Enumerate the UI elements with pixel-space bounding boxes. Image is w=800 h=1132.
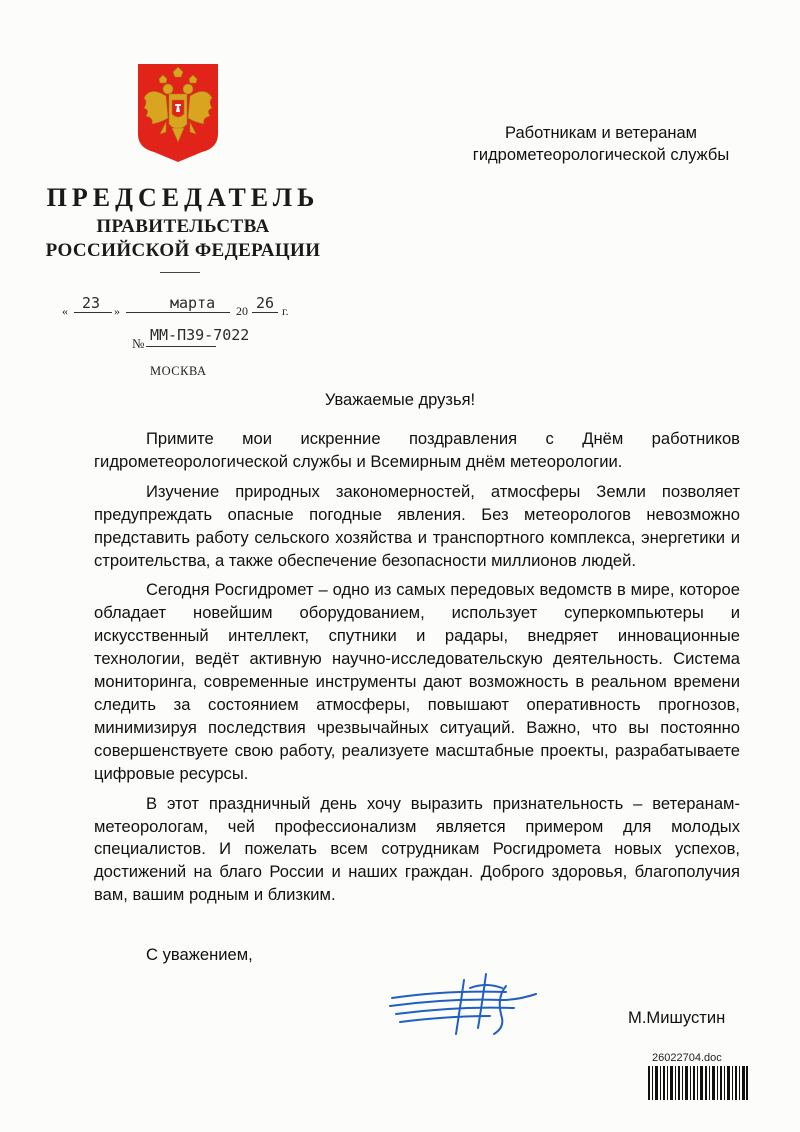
date-year-mark: г. [282,304,289,318]
letterhead-divider [160,272,200,273]
signature-icon [386,968,538,1040]
date-year-prefix: 20 [236,304,248,318]
date-close-quote: » [114,304,120,318]
paragraph-4: В этот праздничный день хочу выразить признательность – ветеранам-метеорологам, чей профессионализм является примером для молодых специалистов. И пожелать всем сотрудникам Росгидромета новых успехов, достижений на благо России и наших граждан. Доброго здоровья, благополучия вам, вашим родным и близким. [94,793,740,905]
date-year-underline [252,312,278,313]
date-day-underline [74,312,112,313]
addressee-line2: гидрометеорологической службы [472,146,730,164]
paragraph-3: Сегодня Росгидромет – одно из самых передовых ведомств в мире, которое обладает новейшим оборудованием, использует суперкомпьютеры и искусственный интеллект, спутники и радары, внедряет инновационные технологии, ведёт активную научно-исследовательскую деятельность. Система мониторинга, современные инструменты дают возможность в реальном времени следить за состоянием атмосферы, повышают оперативность прогнозов, минимизируя последствия чрезвычайных ситуаций. Важно, что вы постоянно совершенствуете свою работу, реализуете масштабные проекты, разрабатываете цифровые ресурсы. [94,580,740,783]
date-month: марта [170,294,216,312]
letter-body [94,428,740,914]
barcode-icon [648,1066,748,1100]
date-open-quote: « [62,304,68,318]
paragraph-1: Примите мои искренние поздравления с Днём работников гидрометеорологической службы и Всемирным днём метеорологии. [94,429,740,471]
date-month-underline [126,312,230,313]
letterhead-title: ПРЕДСЕДАТЕЛЬ [46,183,320,212]
coat-of-arms-icon [136,62,220,164]
date-year-suffix: 26 [256,294,275,312]
letterhead-line3: РОССИЙСКОЙ ФЕДЕРАЦИИ [45,240,321,261]
number-sign: № [132,336,145,351]
city: МОСКВА [150,364,207,378]
letterhead-line2: ПРАВИТЕЛЬСТВА [96,216,270,237]
paragraph-2: Изучение природных закономерностей, атмосферы Земли позволяет предупреждать опасные погодные явления. Без метеорологов невозможно представить работу сельского хозяйства и транспортного комплекса, энергетики и строительства, а также обеспечение безопасности миллионов людей. [94,481,740,570]
addressee [446,122,756,166]
reference-underline [146,346,216,347]
signer-name: М.Мишустин [628,1008,726,1027]
date-day: 23 [82,294,101,312]
reference-number: ММ-П39-7022 [150,326,250,344]
salutation: Уважаемые друзья! [324,391,476,409]
document-id: 26022704.doc [652,1052,722,1064]
addressee-line1: Работникам и ветеранам [504,124,697,142]
closing: С уважением, [146,945,253,964]
